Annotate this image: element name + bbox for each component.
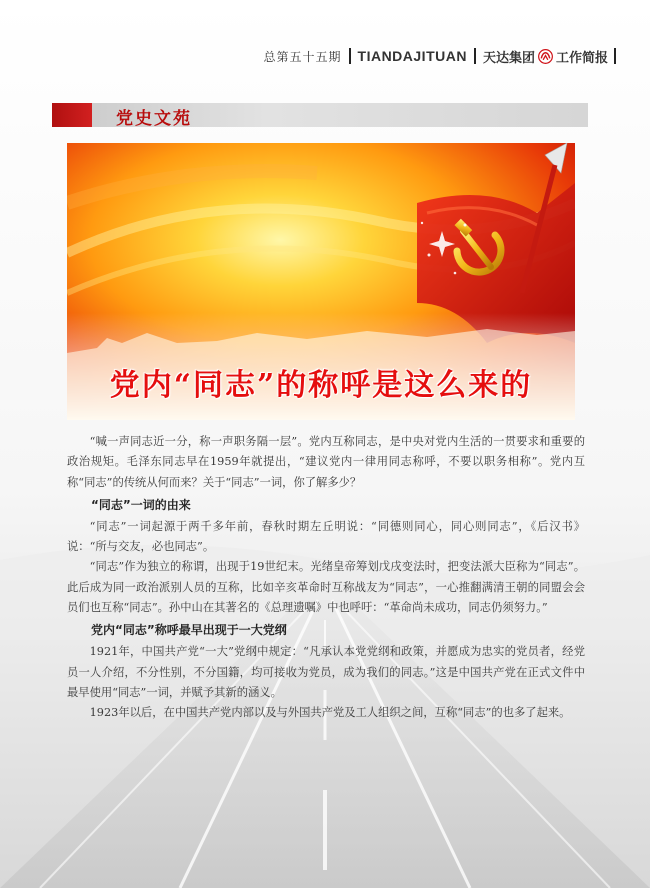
section-accent-block [52, 103, 92, 127]
article-paragraph: “同志”一词起源于两千多年前，春秋时期左丘明说：“同德则同心，同心则同志”，《后汉书》说：“所与交友，必也同志”。 [67, 519, 585, 554]
article-paragraph: 1923年以后，在中国共产党内部以及与外国共产党及工人组织之间，互称“同志”的也多了起来。 [89, 706, 571, 720]
article-paragraph: 1921年，中国共产党“一大”党纲中规定：“凡承认本党党纲和政策，并愿成为忠实的党员者，经党员一人介绍，不分性别，不分国籍，均可接收为党员，成为我们的同志。”这是中国共产党在正式文件中最早使用“同志”一词，并赋予其新的涵义。 [67, 645, 585, 699]
page-header [264, 46, 617, 66]
article-subheading: 党内“同志”称呼最早出现于一大党纲 [91, 623, 287, 638]
header-end-bar [614, 48, 616, 64]
section-title: 党史文苑 [116, 109, 192, 129]
article-paragraph: “同志”作为独立的称谓，出现于19世纪末。光绪皇帝筹划戊戌变法时，把变法派大臣称为“同志”。此后成为同一政治派别人员的互称，比如辛亥革命时互称战友为“同志”，一心推翻满清王朝的同盟会会员们也互称“同志”。孙中山在其著名的《总理遗嘱》中也呼吁：“革命尚未成功，同志仍须努力。” [67, 560, 585, 615]
article-paragraph: “喊一声同志近一分，称一声职务隔一层”。党内互称同志，是中央对党内生活的一贯要求和重要的政治规矩。毛泽东同志早在1959年就提出，“建议党内一律用同志称呼，不要以职务相称”。党内互称“同志”的传统从何而来？关于“同志”一词，你了解多少？ [67, 435, 585, 489]
company-name: 天达集团 [482, 50, 535, 66]
brand-name: TIANDAJITUAN [357, 48, 467, 64]
issue-number: 总第五十五期 [263, 49, 342, 64]
article-banner [67, 143, 575, 420]
company-logo-icon [538, 49, 553, 64]
header-divider [349, 48, 351, 64]
article-body [67, 432, 585, 724]
section-header-bar [52, 103, 588, 127]
article-subheading: “同志”一词的由来 [91, 497, 191, 512]
header-divider [474, 48, 476, 64]
banner-title: 党内“同志”的称呼是这么来的 [109, 368, 533, 403]
report-name: 工作简报 [555, 50, 608, 66]
